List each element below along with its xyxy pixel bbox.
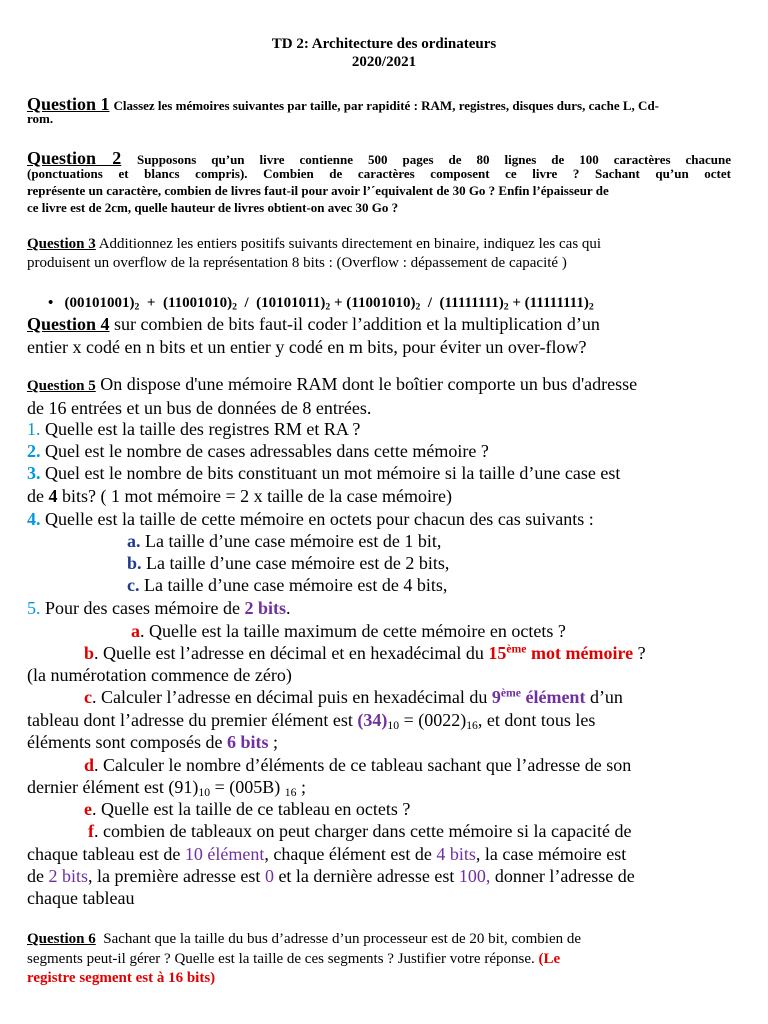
question-6 [27, 930, 581, 948]
question-3-text-line2: produisent un overflow de la représentation 8 bits : (Overflow : dépassement de capacité ) [27, 255, 567, 271]
q5-item-4: 4. Quelle est la taille de cette mémoire en octets pour chacun des cas suivants : [27, 509, 594, 529]
question-3-label: Question 3 [27, 236, 96, 252]
q5-item-5c: c. Calculer l’adresse en décimal puis en hexadécimal du 9ème élément d’un [84, 686, 623, 707]
question-6-text-line2: segments peut-il gérer ? Quelle est la taille de ces segments ? Justifier votre réponse. (Le [27, 951, 561, 967]
question-6-label: Question 6 [27, 931, 96, 947]
question-6-text-line3: registre segment est à 16 bits) [27, 970, 216, 986]
bullet: • [48, 295, 54, 311]
q5-item-5f: f. combien de tableaux on peut charger dans cette mémoire si la capacité de [88, 821, 632, 841]
q5-item-5d: d. Calculer le nombre d’éléments de ce tableau sachant que l’adresse de son [84, 755, 632, 775]
q5-item-5b: b. Quelle est l’adresse en décimal et en hexadécimal du 15ème mot mémoire ? [84, 642, 646, 663]
q5-item-5: 5. Pour des cases mémoire de 2 bits. [27, 598, 291, 618]
question-5-text-line1: On dispose d'une mémoire RAM dont le boîtier comporte un bus d'adresse [100, 374, 638, 394]
question-5 [27, 373, 637, 395]
question-4 [27, 312, 600, 336]
question-3 [27, 235, 601, 253]
question-2-text-line3: représente un caractère, combien de livres faut-il pour avoir l’´equivalent de 30 Go ? Enfin l’épaisseur de [27, 183, 609, 198]
binary-additions: • $(00101001)_2 + (11001010)_2 / (10101011)_2 + (11001010)_2 / (11111111)_2 + (11111111)_2$ [48, 295, 594, 313]
question-1 [27, 93, 743, 115]
q5-item-5b-cont: (la numérotation commence de zéro) [27, 665, 292, 685]
question-5-text-line2: de 16 entrées et un bus de données de 8 entrées. [27, 398, 372, 418]
q5-item-2: 2. Quel est le nombre de cases adressables dans cette mémoire ? [27, 441, 489, 461]
q5-item-5d-cont: dernier élément est $(91)_{10} = (005B)$ $_{16}$ ; [27, 777, 306, 799]
q5-item-5f-cont: chaque tableau est de 10 élément, chaque élément est de 4 bits, la case mémoire est [27, 844, 627, 864]
q5-item-5a: a. Quelle est la taille maximum de cette mémoire en octets ? [131, 621, 566, 641]
document-year: 2020/2021 [351, 54, 417, 70]
binary-operand-4: (11001010) [346, 295, 416, 311]
q5-item-4a: a. La taille d’une case mémoire est de 1 bit, [127, 531, 442, 551]
q5-item-3-cont: de 4 bits? ( 1 mot mémoire = 2 x taille de la case mémoire) [27, 486, 453, 506]
question-2-text-line4: ce livre est de 2cm, quelle hauteur de livres obtient-on avec 30 Go ? [27, 200, 399, 215]
question-2-text-line1: Supposons qu’un livre contienne 500 pages de 80 lignes de 100 caractères chacune [137, 152, 732, 167]
question-2-label: Question 2 [27, 148, 122, 168]
question-4-label: Question 4 [27, 314, 110, 334]
q5-item-4b: b. La taille d’une case mémoire est de 2 bits, [127, 553, 450, 573]
q5-item-5c-cont2: éléments sont composés de 6 bits ; [27, 732, 278, 752]
q5-item-5e: e. Quelle est la taille de ce tableau en octets ? [84, 799, 411, 819]
document-title: TD 2: Architecture des ordinateurs [271, 36, 497, 52]
q5-item-4c: c. La taille d’une case mémoire est de 4 bits, [127, 575, 448, 595]
q5-item-5f-cont3: chaque tableau [27, 888, 135, 908]
q5-item-5c-cont: tableau dont l’adresse du premier élément est $(34)_{10} = (0022)_{16}$, et dont tous les [27, 710, 596, 732]
question-5-label: Question 5 [27, 378, 96, 394]
question-2-text-line2: (ponctuations et blancs compris). Combien de caractères composent ce livre ? Sachant qu’un octet [27, 166, 731, 181]
q5-item-3: 3. Quel est le nombre de bits constituant un mot mémoire si la taille d’une case est [27, 463, 621, 483]
q5-item-5f-cont2: de 2 bits, la première adresse est 0 et la dernière adresse est 100, donner l’adresse de [27, 866, 635, 886]
question-4-text-line2: entier x codé en n bits et un entier y codé en m bits, pour éviter un over-flow? [27, 337, 587, 357]
binary-operand-3: (10101011) [256, 295, 326, 311]
question-6-text-line1: Sachant que la taille du bus d’adresse d’un processeur est de 20 bit, combien de [103, 931, 582, 947]
binary-operand-1: (00101001) [64, 295, 135, 311]
binary-operand-2: (11001010) [162, 295, 233, 311]
question-1-text-line1: Classez les mémoires suivantes par taille, par rapidité : RAM, registres, disques durs, cache L, Cd- [113, 98, 660, 113]
q5-item-1: 1. Quelle est la taille des registres RM et RA ? [27, 419, 361, 439]
binary-operand-5: (11111111) [439, 295, 504, 311]
question-4-text-line1: sur combien de bits faut-il coder l’addition et la multiplication d’un [114, 314, 600, 334]
binary-operand-6: (11111111) [524, 295, 589, 311]
question-3-text-line1: Additionnez les entiers positifs suivants directement en binaire, indiquez les cas qui [98, 236, 602, 252]
question-1-label: Question 1 [27, 94, 110, 114]
question-1-text-line2: rom. [27, 111, 54, 126]
